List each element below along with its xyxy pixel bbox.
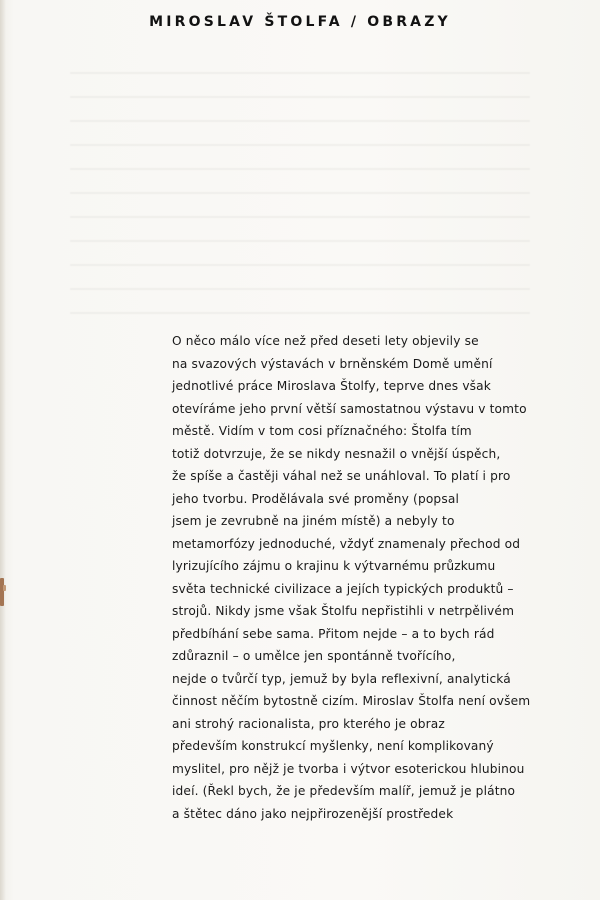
text-line: jeho tvorbu. Prodělávala své proměny (popsal bbox=[172, 491, 459, 506]
text-line: jsem je zevrubně na jiném místě) a nebyly to bbox=[172, 514, 455, 528]
text-line: a štětec dáno jako nejpřirozenější prostředek bbox=[172, 806, 454, 821]
staple-mark bbox=[0, 578, 4, 606]
text-line: strojů. Nikdy jsme však Štolfu nepřistihli v netrpělivém bbox=[172, 604, 515, 618]
text-line: nejde o tvůrčí typ, jemuž by byla reflexivní, analytická bbox=[172, 671, 511, 686]
text-line: světa technické civilizace a jejích typických produktů – bbox=[172, 581, 514, 596]
text-line: myslitel, pro nějž je tvorba i výtvor esoterickou hlubinou bbox=[172, 761, 525, 776]
text-line: ideí. (Řekl bych, že je především malíř, jemuž je plátno bbox=[172, 784, 516, 798]
show-through-text bbox=[70, 60, 530, 320]
text-line: O něco málo více než před deseti lety objevily se bbox=[172, 334, 479, 348]
text-line: že spíše a častěji váhal než se unáhloval. To platí i pro bbox=[172, 469, 511, 483]
body-text bbox=[172, 330, 572, 825]
text-line: předbíhání sebe sama. Přitom nejde – a to bych rád bbox=[172, 626, 495, 641]
staple-rust bbox=[3, 585, 6, 591]
text-line: lyrizujícího zájmu o krajinu k výtvarnému průzkumu bbox=[172, 559, 496, 573]
text-line: ani strohý racionalista, pro kterého je obraz bbox=[172, 716, 445, 731]
text-line: totiž dotvrzuje, že se nikdy nesnažil o vnější úspěch, bbox=[172, 446, 501, 461]
text-line: městě. Vidím v tom cosi příznačného: Štolfa tím bbox=[172, 424, 472, 438]
text-line: otevíráme jeho první větší samostatnou výstavu v tomto bbox=[172, 401, 527, 416]
text-line: činnost něčím bytostně cizím. Miroslav Štolfa není ovšem bbox=[172, 694, 531, 708]
text-line: na svazových výstavách v brněnském Domě umění bbox=[172, 356, 493, 371]
text-line: metamorfózy jednoduché, vždyť znamenaly přechod od bbox=[172, 536, 521, 551]
page-title: MIROSLAV ŠTOLFA / OBRAZY bbox=[149, 14, 451, 30]
text-line: zdůraznil – o umělce jen spontánně tvořícího, bbox=[172, 649, 456, 663]
text-line: jednotlivé práce Miroslava Štolfy, teprve dnes však bbox=[172, 379, 492, 393]
text-line: především konstrukcí myšlenky, není komplikovaný bbox=[172, 739, 494, 753]
binding-shadow bbox=[0, 0, 6, 900]
